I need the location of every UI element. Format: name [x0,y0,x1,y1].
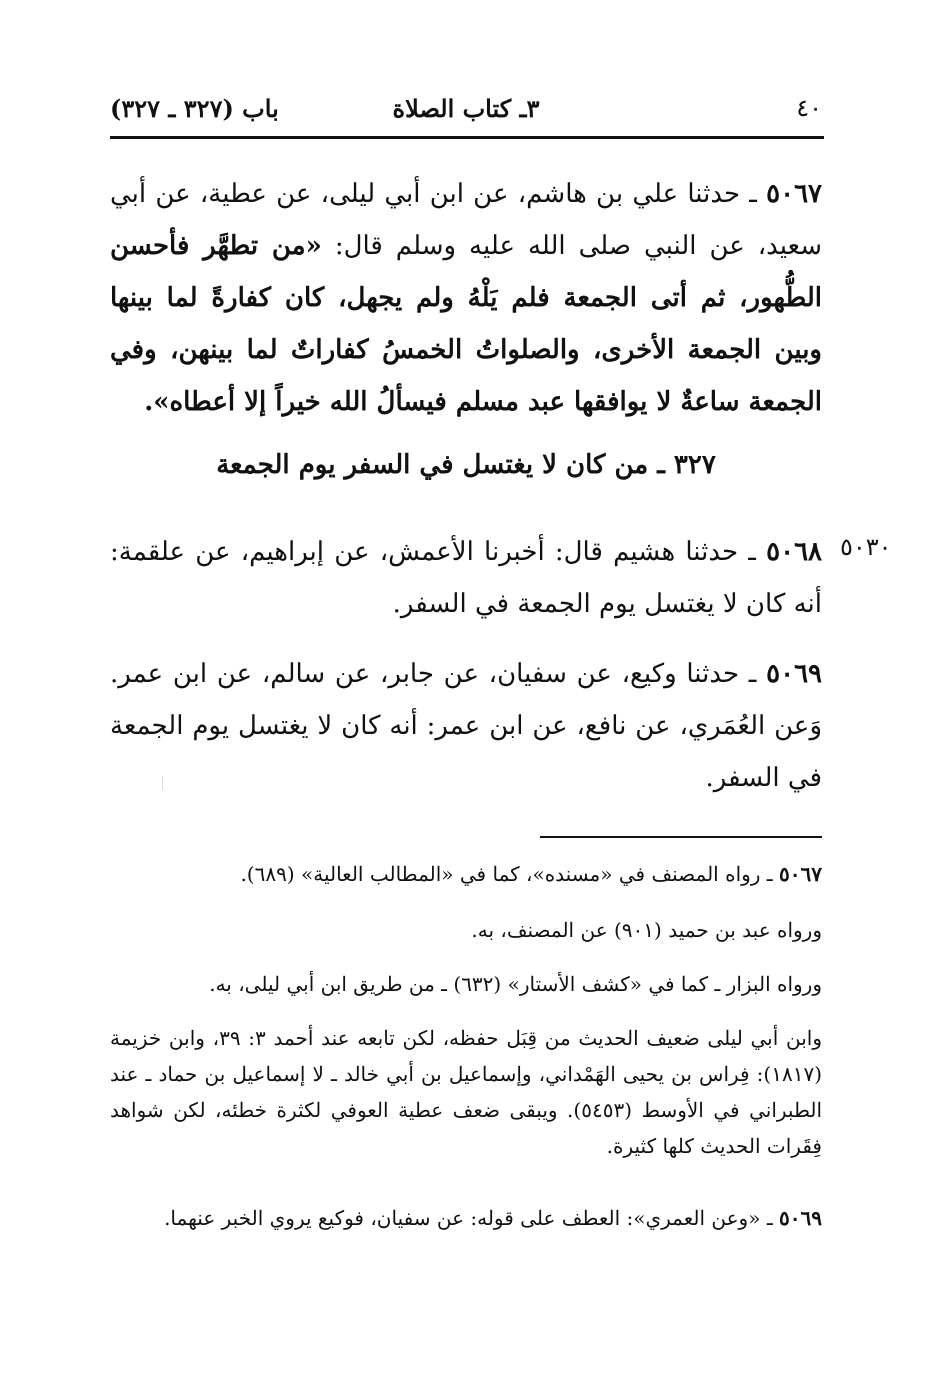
footnote-3: ورواه البزار ـ كما في «كشف الأستار» (٦٣٢) ـ من طريق ابن أبي ليلى، به. [209,972,822,996]
footnote-number: ٥٠٦٩ [779,1206,822,1230]
footnote-1 [110,856,822,892]
footnote-text: ـ رواه المصنف في «مسنده»، كما في «المطالب العالية» (٦٨٩). [240,862,780,886]
hadith-text: ـ حدثنا هشيم قال: أخبرنا الأعمش، عن إبراهيم، عن علقمة: أنه كان لا يغتسل يوم الجمعة في السفر. [110,537,822,619]
footnote-text: ـ «وعن العمري»: العطف على قوله: عن سفيان، فوكيع يروي الخبر عنهما. [164,1206,780,1230]
hadith-5068 [110,526,822,630]
hadith-text: ـ حدثنا وكيع، عن سفيان، عن جابر، عن سالم، عن ابن عمر. وَعن العُمَري، عن نافع، عن ابن عمر: أنه كان لا يغتسل يوم الجمعة في السفر. [110,659,822,793]
section-heading: ٣٢٧ ـ من كان لا يغتسل في السفر يوم الجمعة [216,450,716,480]
chapter-range: باب (٣٢٧ ـ ٣٢٧) [110,94,279,123]
scan-mark [162,776,163,790]
page-number: ٤٠ [796,94,822,122]
hadith-number: ٥٠٦٨ [766,537,822,567]
hadith-number: ٥٠٦٧ [766,179,822,209]
hadith-5069 [110,648,822,804]
header-rule [110,136,824,139]
footnote-4: وابن أبي ليلى ضعيف الحديث من قِبَل حفظه، لكن تابعه عند أحمد ٣: ٣٩، وابن خزيمة (١٨١٧): فِراس بن يحيى الهَمْداني، وإسماعيل بن أبي خالد ـ لا إسماعيل بن حماد ـ عند الطبراني في الأوسط (٥٤٥٣). ويبقى ضعف عطية العوفي لكثرة خطئه، لكن شواهد فِقَرات الحديث كلها كثيرة. [110,1026,822,1158]
page-header [110,92,822,132]
footnote-2: ورواه عبد بن حميد (٩٠١) عن المصنف، به. [471,918,822,942]
hadith-isnad: ـ حدثنا علي بن هاشم، عن ابن أبي ليلى، عن عطية، عن أبي سعيد، عن النبي صلى الله عليه وسلم قال: [110,179,822,261]
footnote-number: ٥٠٦٧ [779,862,822,886]
hadith-number: ٥٠٦٩ [766,659,822,689]
hadith-5067 [110,168,822,428]
footnote-5 [110,1200,822,1236]
hadith-matn: «من تطهَّر فأحسن الطُّهور، ثم أتى الجمعة فلم يَلْهُ ولم يجهل، كان كفارةً لما بينها وبين الجمعة الأخرى، والصلواتُ الخمسُ كفاراتٌ لما بينهن، وفي الجمعة ساعةٌ لا يوافقها عبد مسلم فيسألُ الله خيراً إلا أعطاه». [110,231,822,417]
book-title: ٣ـ كتاب الصلاة [392,94,540,123]
footnote-rule [540,836,822,838]
margin-reference: ٥٠٣٠ [840,533,892,561]
